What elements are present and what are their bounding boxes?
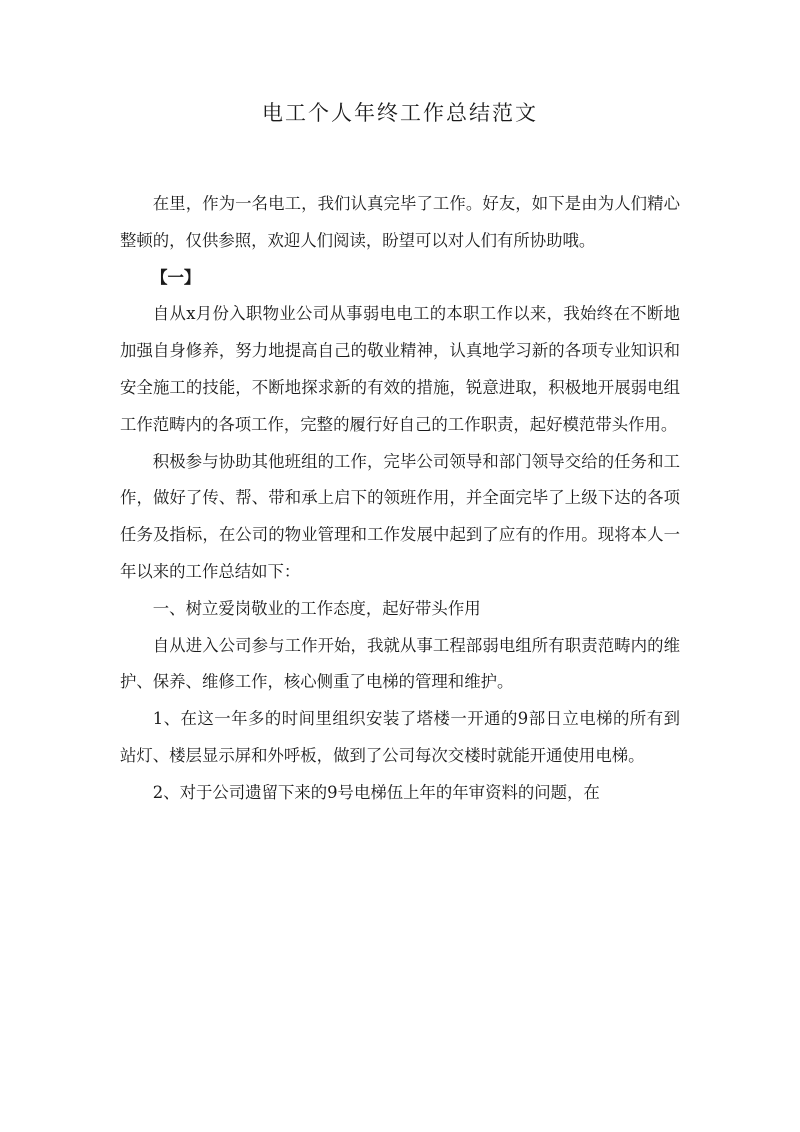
body-paragraph: 自从x月份入职物业公司从事弱电电工的本职工作以来，我始终在不断地加强自身修养，努力地提高自己的敬业精神，认真地学习新的各项专业知识和安全施工的技能，不断地探求新的有效的措施，锐意进取，积极地开展弱电组工作范畴内的各项工作，完整的履行好自己的工作职责，起好模范带头作用。 xyxy=(120,304,680,434)
document-title: 电工个人年终工作总结范文 xyxy=(262,101,538,125)
body-paragraph: 自从进入公司参与工作开始，我就从事工程部弱电组所有职责范畴内的维护、保养、维修工作，核心侧重了电梯的管理和维护。 xyxy=(120,635,680,692)
intro-paragraph: 在里，作为一名电工，我们认真完毕了工作。好友，如下是由为人们精心整顿的，仅供参照，欢迎人们阅读，盼望可以对人们有所协助哦。 xyxy=(120,194,680,250)
section-heading: 【一】 xyxy=(151,267,201,287)
numbered-paragraph: 2、对于公司遗留下来的9号电梯伍上年的年审资料的问题，在 xyxy=(152,782,600,802)
subheading-paragraph: 一、树立爱岗敬业的工作态度，起好带头作用 xyxy=(152,598,481,618)
document-body xyxy=(120,186,680,812)
numbered-paragraph: 1、在这一年多的时间里组织安装了塔楼一开通的9部日立电梯的所有到站灯、楼层显示屏和外呼板，做到了公司每次交楼时就能开通使用电梯。 xyxy=(120,709,680,765)
body-paragraph: 积极参与协助其他班组的工作，完毕公司领导和部门领导交给的任务和工作，做好了传、帮、带和承上启下的领班作用，并全面完毕了上级下达的各项任务及指标，在公司的物业管理和工作发展中起到了应有的作用。现将本人一年以来的工作总结如下： xyxy=(120,451,680,581)
